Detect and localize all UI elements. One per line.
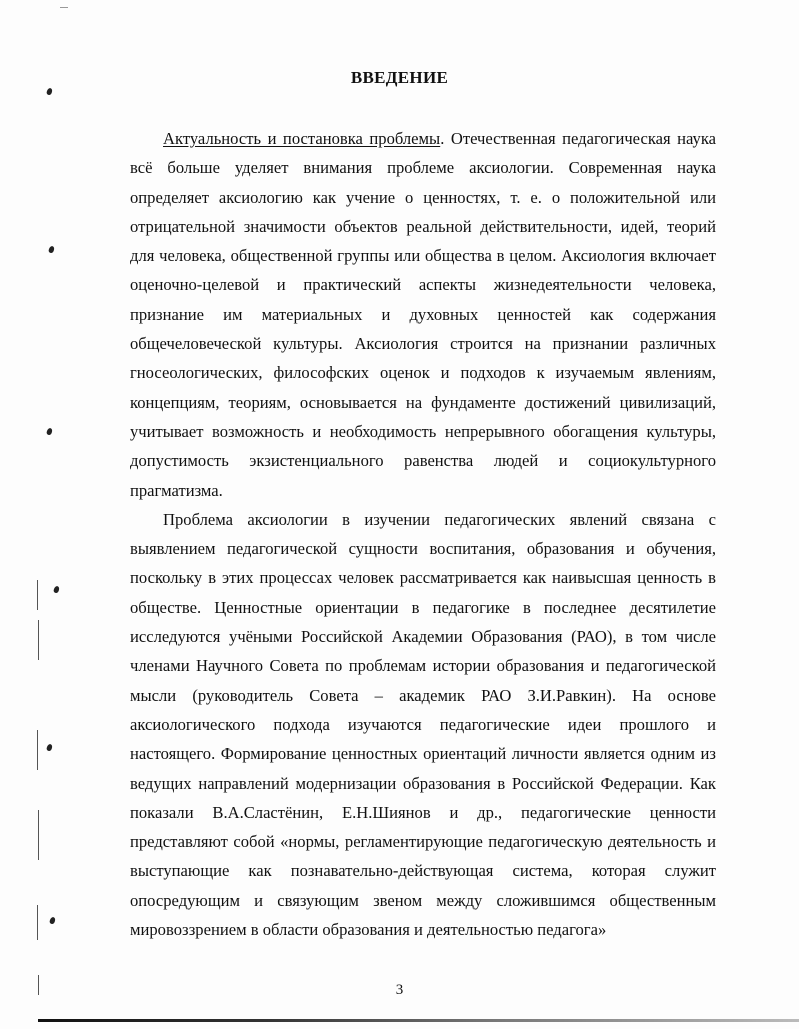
binding-mark	[49, 916, 56, 924]
scan-artifact-top	[60, 7, 68, 8]
binding-mark	[46, 743, 53, 751]
paragraph-1-text: . Отечественная педагогическая наука всё больше уделяет внимания проблеме аксиологии. Современная наука определяет аксиологию как учение о ценностях, т. е. о положительной или отрицательной значимости объектов реальной действительности, идей, теорий для человека, общественной группы или общества в целом. Аксиология включает оценочно-целевой и практический аспекты жизнедеятельности человека, признание им материальных и духовных ценностей как содержания общечеловеческой культуры. Аксиология строится на признании различных гносеологических, философских оценок и подходов к изучаемым явлениям, концепциям, теориям, основывается на фундаменте достижений цивилизаций, учитывает возможность и необходимость непрерывного обогащения культуры, допустимость экзистенциального равенства людей и социокультурного прагматизма.	[130, 129, 716, 500]
binding-mark	[53, 585, 60, 593]
binding-mark	[46, 87, 53, 95]
body-text	[130, 124, 716, 944]
scan-bottom-edge	[38, 1019, 799, 1022]
paragraph-1	[130, 124, 716, 505]
binding-mark	[46, 427, 53, 435]
paragraph-2	[130, 505, 716, 944]
scan-line	[38, 620, 39, 660]
scan-line	[37, 730, 38, 770]
scan-line	[38, 810, 39, 860]
page-title: ВВЕДЕНИЕ	[350, 68, 449, 87]
scan-line	[37, 580, 38, 610]
paragraph-2-text: Проблема аксиологии в изучении педагогических явлений связана с выявлением педагогической сущности воспитания, образования и обучения, поскольку в этих процессах человек рассматривается как наивысшая ценность в обществе. Ценностные ориентации в педагогике в последнее десятилетие исследуются учёными Российской Академии Образования (РАО), в том числе членами Научного Совета по проблемам истории образования и педагогической мысли (руководитель Совета – академик РАО З.И.Равкин). На основе аксиологического подхода изучаются педагогические идеи прошлого и настоящего. Формирование ценностных ориентаций личности является одним из ведущих направлений модернизации образования в Российской Федерации. Как показали В.А.Сластёнин, Е.Н.Шиянов и др., педагогические ценности представляют собой «нормы, регламентирующие педагогическую деятельность и выступающие как познавательно-действующая система, которая служит опосредующим и связующим звеном между сложившимся общественным мировоззрением в области образования и деятельностью педагога»	[130, 509, 716, 940]
section-lead: Актуальность и постановка проблемы	[163, 129, 441, 148]
page-number: 3	[395, 982, 404, 998]
binding-mark	[48, 245, 55, 253]
scan-line	[37, 905, 38, 940]
